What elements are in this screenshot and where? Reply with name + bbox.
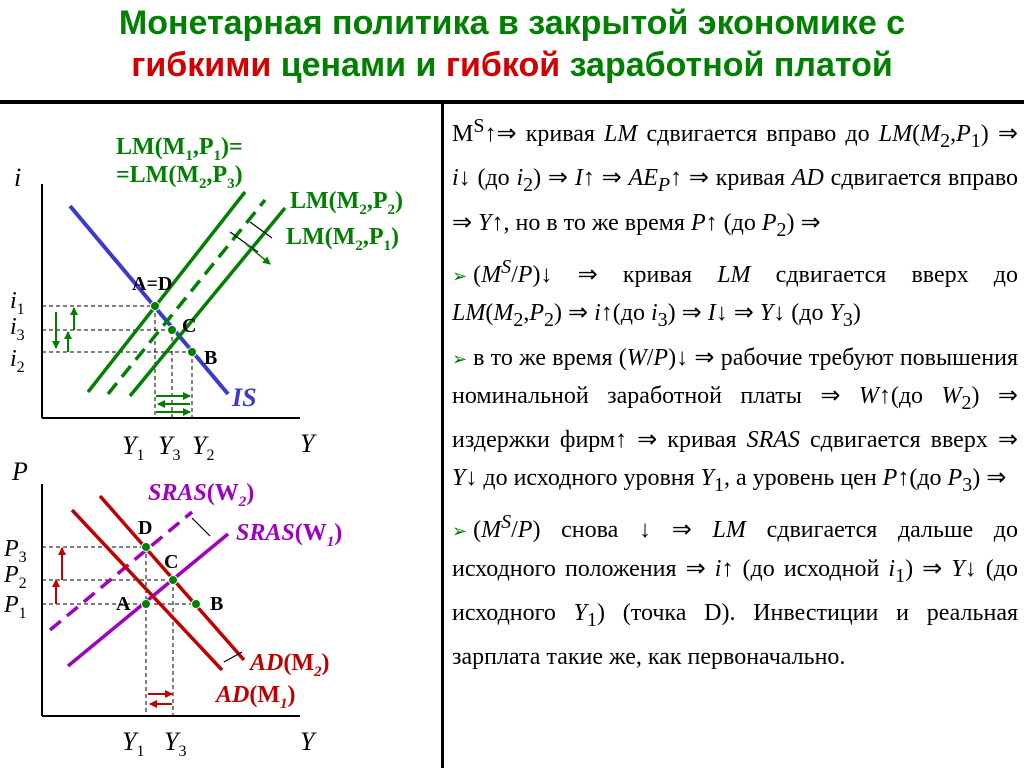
lm-m1-p1-label: $LM(M_1,P_1)=$ [116, 134, 243, 164]
diagram-area [0, 104, 441, 768]
p3-label: $P_3$ [4, 536, 27, 566]
sras-w1-label: $SRAS(W_1)$ [236, 520, 343, 550]
point-d-bottom-label: D [138, 517, 153, 539]
slide-title [0, 2, 1024, 86]
bullet-arrow-icon: ➢ [452, 521, 468, 543]
point-b-top [188, 348, 197, 357]
bullet-arrow-icon: ➢ [452, 265, 468, 287]
sras-w2-label: $SRAS(W_2)$ [148, 480, 255, 510]
top-x-axis-label: Y [300, 429, 315, 458]
column-divider [441, 104, 444, 768]
explanation-text [452, 108, 1018, 677]
explanation-paragraph-4 [452, 504, 1018, 677]
point-a-d [151, 302, 160, 311]
explanation-paragraph-2 [452, 249, 1018, 340]
ad-as-graph [3, 457, 342, 760]
point-c-bottom [169, 576, 178, 585]
top-y1-label: $Y_1$ [122, 431, 145, 464]
ad-m2-label: $AD(M_2)$ [250, 650, 330, 680]
bottom-x-axis-label: Y [300, 727, 315, 756]
bottom-y3-label: $Y_3$ [164, 727, 187, 760]
point-c-bottom-label: C [164, 551, 179, 573]
is-label: IS [232, 383, 257, 412]
point-a-bottom-label: A [116, 593, 131, 615]
lm-m2-p2-curve [108, 200, 265, 394]
p1-label: $P_1$ [4, 592, 27, 622]
sras-shift-arrow [192, 518, 210, 536]
title-green-part-2: заработной платой [560, 46, 893, 84]
bottom-y-axis-label: P [12, 457, 28, 486]
point-c-top [168, 326, 177, 335]
point-c-top-label: C [182, 315, 197, 337]
lm-shift-bracket-1 [230, 232, 258, 252]
lm-m2-p3-label: $=LM(M_2,P_3)$ [116, 162, 243, 192]
title-line-2 [0, 44, 1024, 86]
point-b-top-label: B [204, 347, 218, 369]
point-b-bottom-label: B [210, 593, 224, 615]
lm-shift-arrow [246, 244, 270, 264]
title-red-word-1: гибкими [131, 46, 272, 84]
title-green-part-1: ценами и [271, 46, 446, 84]
explanation-paragraph-3 [452, 340, 1018, 505]
is-lm-graph [10, 134, 403, 464]
point-a-d-label: A=D [132, 273, 173, 295]
title-red-word-2: гибкой [445, 46, 561, 84]
lm-m2-p2-label: $LM(M_2,P_2)$ [290, 188, 403, 218]
point-d-bottom [142, 543, 151, 552]
point-a-bottom [142, 600, 151, 609]
i3-label: $i_3$ [10, 314, 25, 344]
i2-label: $i_2$ [10, 346, 25, 376]
top-y-axis-label: i [14, 163, 22, 192]
top-y2-label: $Y_2$ [192, 431, 215, 464]
top-y3-label: $Y_3$ [158, 431, 181, 464]
point-b-bottom [192, 600, 201, 609]
paragraph-4-body: $(M^S/P)$ снова ↓ ⇒ LM сдвигается дальше до исходного положения ⇒ i↑ (до исходной $i_1$) ⇒ Y↓ (до исходного $Y_1$) (точка D). Инвестиции и реальная зарплата такие же, как первоначально. [452, 511, 1019, 671]
ad-m1-label: $AD(M_1)$ [216, 682, 296, 712]
explanation-paragraph-1: $M^S↑\Rightarrow$ кривая LM сдвигается вправо до $LM(M_2,P_1)$ ⇒ i↓ (до $i_2$) ⇒ I↑ ⇒ $AE_P↑$ ⇒ кривая AD сдвигается вправо ⇒ Y↑, но в то же время P↑ (до $P_2$) ⇒ [452, 115, 1019, 241]
bottom-y1-label: $Y_1$ [122, 727, 145, 760]
i1-label: $i_1$ [10, 288, 25, 318]
paragraph-2-body: $(M^S/P)↓$ ⇒ кривая LM сдвигается вверх до $LM(M_2,P_2)$ ⇒ i↑(до $i_3$) ⇒ I↓ ⇒ Y↓ (до $Y_3$) [452, 255, 1019, 332]
bullet-arrow-icon: ➢ [452, 348, 468, 370]
p2-label: $P_2$ [4, 562, 27, 592]
lm-m2-p1-label: $LM(M_2,P_1)$ [286, 224, 399, 254]
paragraph-3-body: в то же время (W/P)↓ ⇒ рабочие требуют повышения номинальной заработной платы ⇒ W↑(до $W_2$) ⇒ издержки фирм↑ ⇒ кривая SRAS сдвигается вверх ⇒ Y↓ до исходного уровня $Y_1$, а уровень цен P↑(до $P_3$) ⇒ [452, 344, 1018, 496]
title-line-1: Монетарная политика в закрытой экономике с [118, 4, 906, 42]
